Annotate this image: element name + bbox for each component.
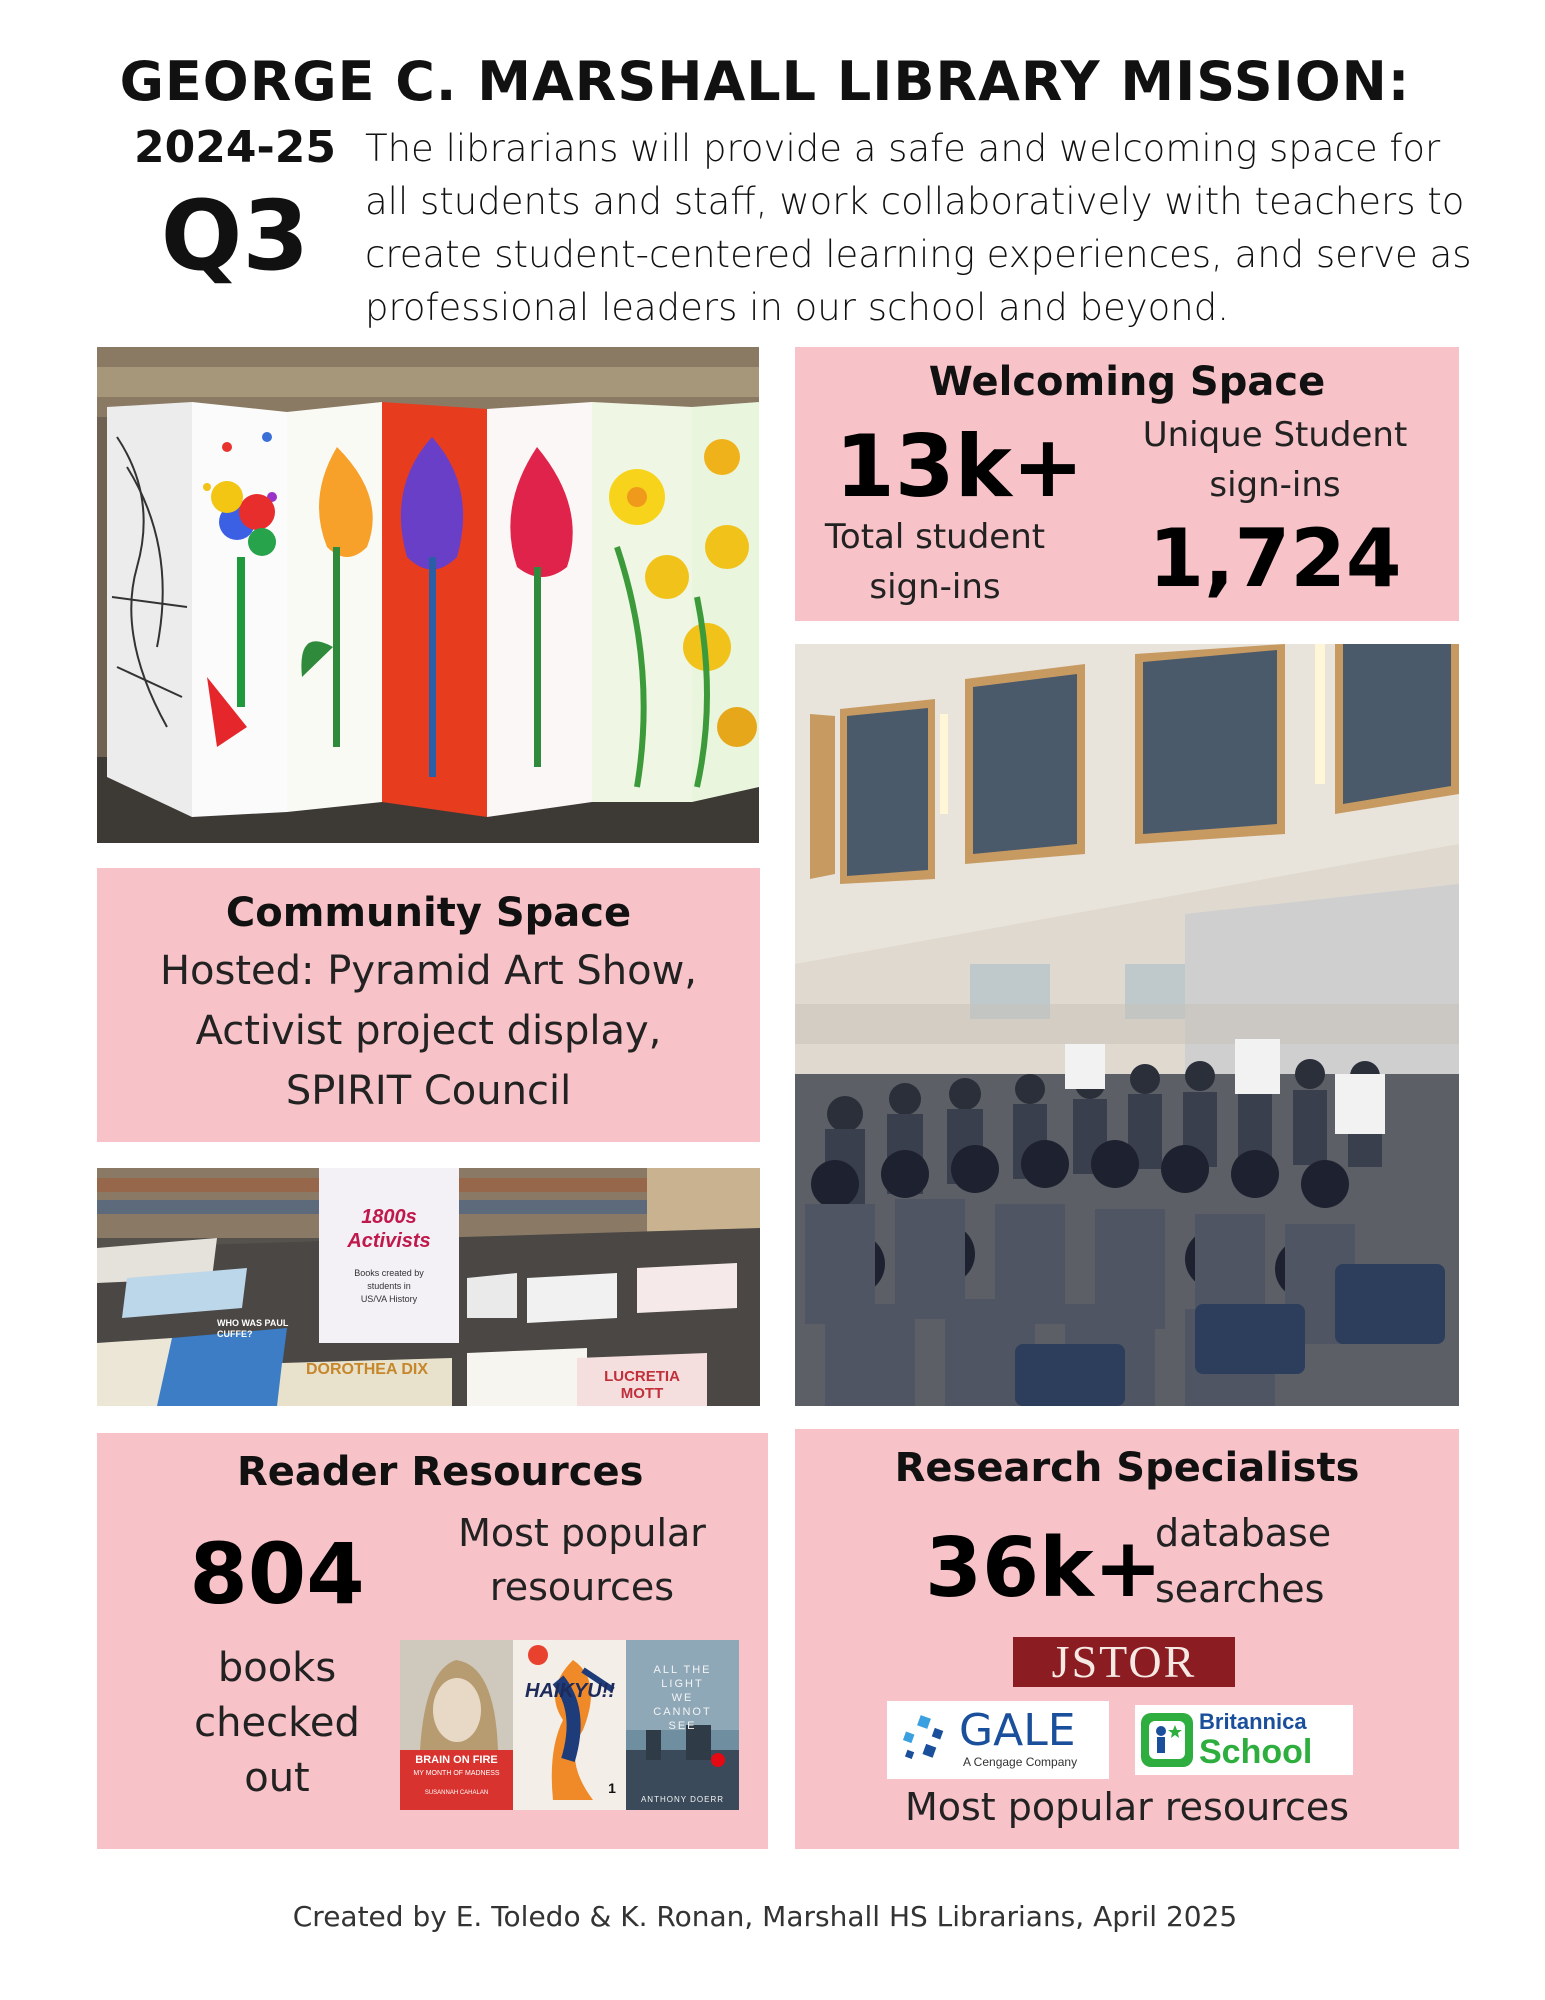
- jstor-logo-text: JSTOR: [1051, 1636, 1197, 1687]
- book-dorothea-dix: DOROTHEA DIX: [305, 1361, 429, 1378]
- mission-statement: The librarians will provide a safe and welcoming space for all students and staff, work collaboratively with teachers to create student-centered learning experiences, and serve as professional leaders in our school and beyond.: [365, 127, 1472, 329]
- cover3-title-3: WE: [671, 1692, 694, 1704]
- unique-signins-value: 1,724: [1148, 512, 1402, 605]
- britannica-logo: [1135, 1705, 1353, 1775]
- book-lucretia-mott: LUCRETIA MOTT: [604, 1368, 680, 1402]
- britannica-icon: [1141, 1713, 1193, 1767]
- page-title: GEORGE C. MARSHALL LIBRARY MISSION:: [119, 50, 1411, 113]
- footer-credit: Created by E. Toledo & K. Ronan, Marshall HS Librarians, April 2025: [292, 1900, 1238, 1933]
- research-popular-label: Most popular resources: [904, 1785, 1350, 1829]
- welcoming-space-panel: [795, 347, 1459, 621]
- cover1-author: SUSANNAH CAHALAN: [424, 1790, 489, 1796]
- reader-resources-title: Reader Resources: [237, 1449, 644, 1495]
- community-line-3: SPIRIT Council: [285, 1068, 572, 1114]
- community-line-1: Hosted: Pyramid Art Show,: [159, 948, 698, 994]
- cover1-title-2: MY MONTH OF MADNESS: [413, 1770, 500, 1777]
- quarter-label: Q3: [160, 180, 310, 292]
- cover1-title-1: BRAIN ON FIRE: [415, 1754, 498, 1766]
- britannica-logo-text-1: Britannica: [1199, 1709, 1307, 1734]
- cover3-title-1: ALL THE: [653, 1664, 712, 1676]
- cover3-title-4: CANNOT: [653, 1706, 712, 1718]
- book-cover-haikyu: [513, 1640, 626, 1810]
- gale-logo-text: GALE: [959, 1705, 1076, 1756]
- britannica-logo-text-2: School: [1199, 1733, 1313, 1771]
- most-popular-label-2: resources: [489, 1565, 675, 1609]
- spirit-council-photo: [795, 644, 1459, 1406]
- unique-signins-label-1: Unique Student: [1142, 415, 1408, 455]
- activists-sign-sub-3: US/VA History: [360, 1294, 418, 1304]
- database-searches-value: 36k+: [925, 1521, 1163, 1616]
- gale-logo-subtext: A Cengage Company: [963, 1755, 1078, 1769]
- most-popular-label-1: Most popular: [458, 1511, 706, 1555]
- cover2-number: 1: [608, 1780, 616, 1796]
- unique-signins-label-2: sign-ins: [1209, 465, 1341, 505]
- books-label-2: checked: [194, 1700, 360, 1746]
- activists-sign-sub-2: students in: [367, 1281, 411, 1291]
- cover3-title-2: LIGHT: [661, 1678, 704, 1690]
- book-paul-cuffe: WHO WAS PAUL CUFFE?: [217, 1318, 289, 1339]
- community-line-2: Activist project display,: [195, 1008, 662, 1054]
- cover2-title: HAIKYU!!: [525, 1680, 615, 1702]
- total-signins-label-2: sign-ins: [869, 567, 1001, 607]
- books-label-1: books: [217, 1645, 337, 1691]
- community-space-title: Community Space: [225, 890, 632, 936]
- cover3-author: ANTHONY DOERR: [640, 1795, 725, 1804]
- cover3-title-5: SEE: [668, 1720, 697, 1732]
- activists-sign-title-2: Activists: [347, 1230, 431, 1252]
- database-label-1: database: [1155, 1511, 1332, 1555]
- books-label-3: out: [244, 1755, 310, 1801]
- books-checked-out-value: 804: [189, 1525, 365, 1623]
- research-specialists-panel: [795, 1429, 1459, 1849]
- research-specialists-title: Research Specialists: [894, 1445, 1360, 1491]
- total-signins-label-1: Total student: [824, 517, 1046, 557]
- book-cover-all-the-light: [626, 1640, 739, 1810]
- activists-sign-title-1: 1800s: [361, 1206, 417, 1228]
- book-cover-brain-on-fire: [400, 1640, 513, 1810]
- community-space-panel: [97, 868, 760, 1142]
- activists-sign-sub-1: Books created by: [354, 1268, 424, 1278]
- art-show-photo: [97, 347, 759, 843]
- reader-resources-panel: [97, 1433, 768, 1849]
- welcoming-space-title: Welcoming Space: [928, 359, 1326, 405]
- year-label: 2024-25: [134, 122, 336, 173]
- activists-display-photo: [97, 1168, 760, 1406]
- gale-logo: [887, 1701, 1109, 1779]
- database-label-2: searches: [1155, 1567, 1325, 1611]
- total-signins-value: 13k+: [835, 417, 1084, 517]
- jstor-logo: [1013, 1637, 1235, 1687]
